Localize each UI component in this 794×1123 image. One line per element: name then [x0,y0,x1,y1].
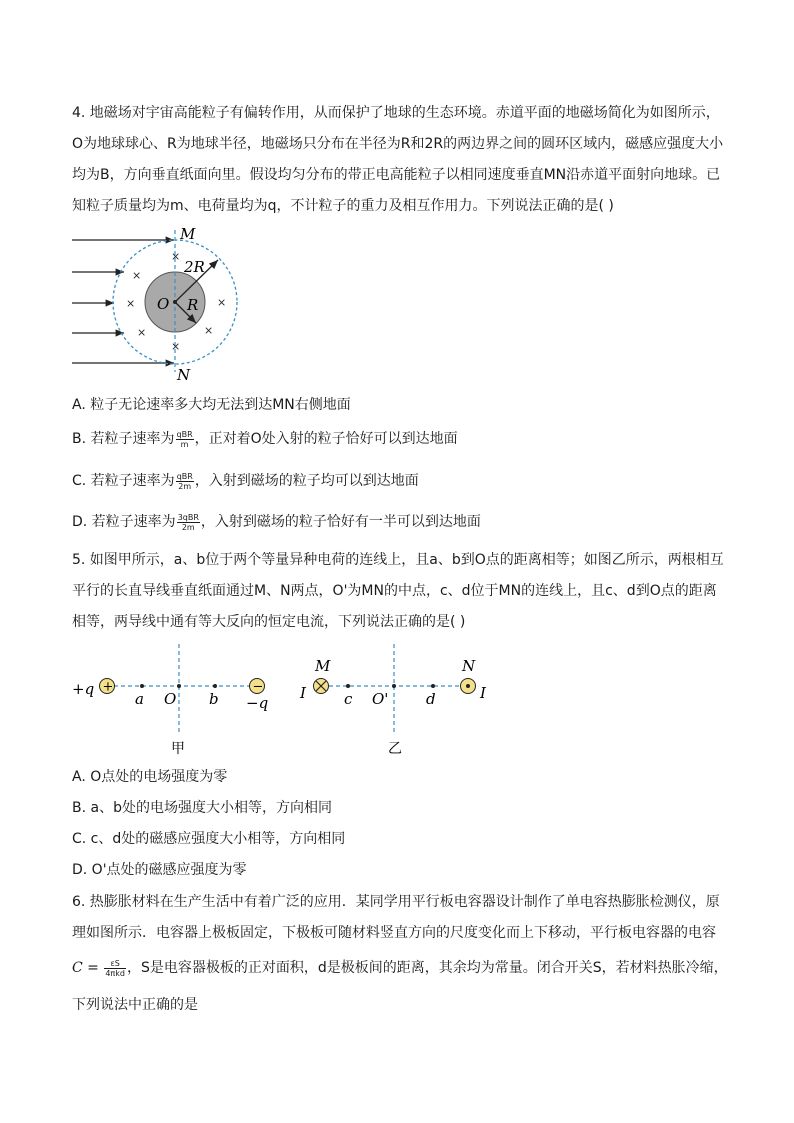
field-cross: × [171,250,181,263]
q4-option-b: B. 若粒子速率为 $\frac{\text{qBR}}{m}$ ，正对着O处入射的粒子恰好可以到达地面 [72,429,458,449]
q5-option-c: C. c、d处的磁感应强度大小相等，方向相同 [72,831,346,847]
point-o [177,684,181,688]
label-n: N [462,657,476,675]
q4-stem-line2: O为地球球心、R为地球半径，地磁场只分布在半径为R和2R的两边界之间的圆环区域内，磁感应强度大小 [72,136,724,152]
q4-stem-line1: 4. 地磁场对宇宙高能粒子有偏转作用，从而保护了地球的生态环境。赤道平面的地磁场简化为如图所示， [72,105,720,121]
point-d [431,684,435,688]
point-c [346,684,350,688]
q4-magnetic-field-figure [70,222,270,384]
label-m: M [180,225,196,243]
field-cross: × [132,269,142,282]
field-cross: × [137,326,147,339]
label-d: d [426,690,436,708]
q5-stem-line1: 5. 如图甲所示，a、b位于两个等量异种电荷的连线上，且a、b到O点的距离相等；如图乙所示，两根相互 [72,552,724,568]
q6-stem-line4: 下列说法中正确的是 [72,997,198,1013]
q5-figure-yi [296,642,496,762]
label-o: O [157,295,170,313]
q5-option-d: D. O'点处的磁感应强度为零 [72,862,247,878]
q4-option-c: C. 若粒子速率为 $\frac{\text{qBR}}{2m}$ ，入射到磁场的粒子均可以到达地面 [72,471,419,491]
negative-charge-sign: − [252,679,264,695]
q4-stem-line3: 均为B，方向垂直纸面向里。假设均匀分布的带正电高能粒子以相同速度垂直MN沿赤道平面射向地球。已 [72,167,721,183]
q4-option-a: A. 粒子无论速率多大均无法到达MN右侧地面 [72,397,351,413]
q6-stem-line2: 理如图所示．电容器上极板固定，下极板可随材料竖直方向的尺度变化而上下移动，平行板电容器的电容 [72,925,716,941]
point-o-prime [392,684,396,688]
label-n: N [177,366,191,384]
field-cross: × [204,324,214,337]
caption-yi: 乙 [388,741,402,757]
q6-stem-line1: 6. 热膨胀材料在生产生活中有着广泛的应用．某同学用平行板电容器设计制作了单电容热膨胀检测仪，原 [72,894,720,910]
label-b: b [209,690,219,708]
label-m: M [315,657,331,675]
label-o: O [164,690,177,708]
label-minus-q: −q [246,694,269,712]
q4-stem-line4: 知粒子质量均为m、电荷量均为q，不计粒子的重力及相互作用力。下列说法正确的是( ) [72,198,614,214]
field-cross: × [217,296,227,309]
label-o-prime: O' [372,690,389,708]
label-c: c [344,690,353,708]
field-cross: × [171,340,181,353]
label-a: a [135,690,144,708]
q5-option-a: A. O点处的电场强度为零 [72,769,228,785]
label-i-right: I [480,684,486,702]
label-r: R [187,296,199,314]
q4-option-d: D. 若粒子速率为 $\frac{\text{3qBR}}{2m}$ ，入射到磁场的粒子恰好有一半可以到达地面 [72,512,481,532]
label-i-left: I [300,684,306,702]
point-b [213,684,217,688]
center-dot [173,300,177,304]
field-cross: × [126,297,136,310]
q5-stem-line3: 相等，两导线中通有等大反向的恒定电流，下列说法正确的是( ) [72,614,466,630]
point-a [140,684,144,688]
label-2r: 2R [184,258,205,276]
q5-figure-jia [70,642,280,762]
q6-stem-line3: C = $\frac{\varepsilon S}{\text{4πkd}}$ ，S是电容器极板的正对面积，d是极板间的距离，其余均为常量。闭合开关S，若材料热胀冷缩， [72,958,728,978]
q5-option-b: B. a、b处的电场强度大小相等，方向相同 [72,800,332,816]
q5-stem-line2: 平行的长直导线垂直纸面通过M、N两点，O'为MN的中点，c、d位于MN的连线上，且c、d到O点的距离 [72,583,717,599]
label-plus-q: +q [72,680,95,698]
caption-jia: 甲 [171,741,185,757]
positive-charge-sign: + [102,679,114,695]
